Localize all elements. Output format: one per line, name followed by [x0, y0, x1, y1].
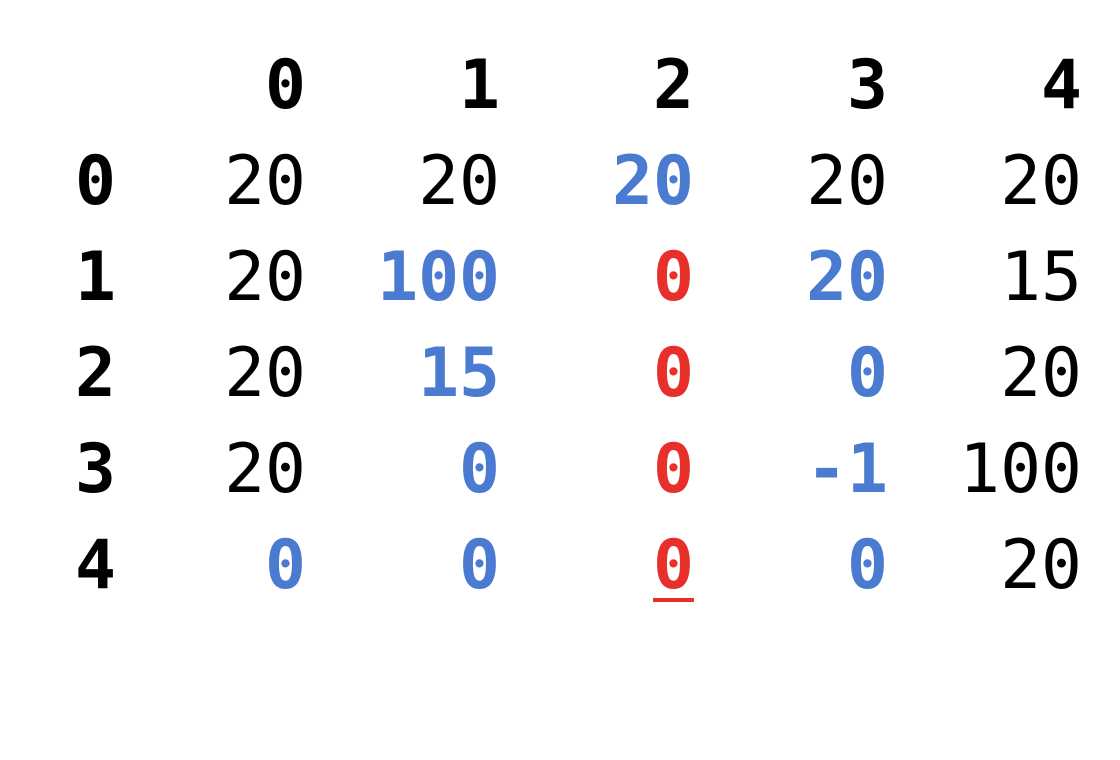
cell-r3-c3: -1 — [806, 430, 888, 509]
cell-r4-c4: 20 — [1000, 526, 1082, 605]
cell-r1-c1: 100 — [377, 238, 500, 317]
cell-r0-c4: 20 — [1000, 142, 1082, 221]
cell-r1-c4: 15 — [1000, 238, 1082, 317]
cell-r2-c1: 15 — [418, 334, 500, 413]
row-header-4: 4 — [75, 526, 116, 605]
cell-r0-c2: 20 — [612, 142, 694, 221]
cell-r1-c3: 20 — [806, 238, 888, 317]
row-header-0: 0 — [75, 142, 116, 221]
column-header-0: 0 — [265, 46, 306, 125]
cell-r4-c1: 0 — [459, 526, 500, 605]
row-header-3: 3 — [75, 430, 116, 509]
cell-r3-c0: 20 — [224, 430, 306, 509]
column-header-4: 4 — [1041, 46, 1082, 125]
row-header-2: 2 — [75, 334, 116, 413]
cell-r2-c3: 0 — [847, 334, 888, 413]
cell-r2-c0: 20 — [224, 334, 306, 413]
cell-r4-c3: 0 — [847, 526, 888, 605]
cell-r0-c1: 20 — [418, 142, 500, 221]
cell-r3-c4: 100 — [959, 430, 1082, 509]
column-header-3: 3 — [847, 46, 888, 125]
row-header-1: 1 — [75, 238, 116, 317]
cell-r4-c2: 0 — [653, 526, 694, 605]
cell-r4-c0: 0 — [265, 526, 306, 605]
cell-r0-c0: 20 — [224, 142, 306, 221]
column-header-1: 1 — [459, 46, 500, 125]
cell-r2-c4: 20 — [1000, 334, 1082, 413]
cell-r0-c3: 20 — [806, 142, 888, 221]
cell-r3-c1: 0 — [459, 430, 500, 509]
column-header-2: 2 — [653, 46, 694, 125]
cell-r1-c0: 20 — [224, 238, 306, 317]
cell-r1-c2: 0 — [653, 238, 694, 317]
cell-r2-c2: 0 — [653, 334, 694, 413]
cell-r3-c2: 0 — [653, 430, 694, 509]
